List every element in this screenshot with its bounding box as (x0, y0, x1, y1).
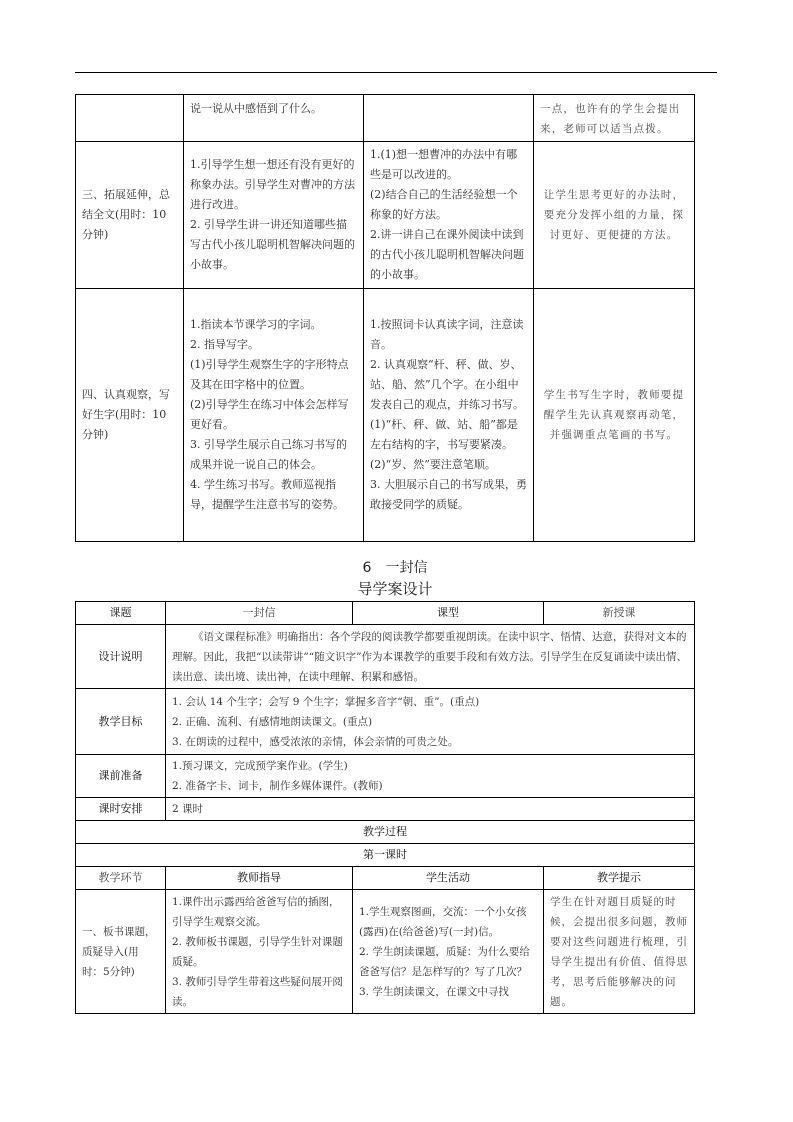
student-line: (2)结合自己的生活经验想一个称象的好方法。 (370, 188, 518, 221)
table-row (76, 95, 695, 142)
teacher-line: 1.课件出示露西给爸爸写信的插图，引导学生观察交流。 (172, 895, 340, 928)
prep-item: 2. 准备字卡、词卡，制作多媒体课件。(教师) (172, 780, 383, 792)
tip-cell (534, 95, 695, 142)
teacher-line: 1.指读本节课学习的字词。 (190, 318, 322, 331)
type-label: 课型 (353, 602, 544, 625)
header-rule (75, 72, 717, 73)
student-line: 2. 认真观察“杆、秤、做、岁、站、船、然”几个字。在小组中发表自己的观点，并练习书写。 (370, 358, 524, 411)
teacher-line: (2)引导学生在练习中体会怎样写更好看。 (190, 398, 349, 431)
student-line: 2. 学生朗读课题，质疑：为什么要给爸爸写信？是怎样写的？写了几次？ (359, 945, 530, 978)
goal-item: 1. 会认 14 个生字；会写 9 个生字；掌握多音字“朝、重”。(重点) (172, 695, 480, 708)
stage-cell: 三、拓展延伸，总结全文(用时：10分钟) (76, 142, 184, 289)
topic-value: 一封信 (166, 602, 353, 625)
period-row (76, 844, 695, 867)
previous-lesson-table (75, 94, 695, 542)
student-line: (1)“杆、秤、做、站、船”都是左右结构的字，书写要紧凑。 (370, 418, 518, 451)
teacher-line: 2. 引导学生讲一讲还知道哪些描写古代小孩儿聪明机智解决问题的小故事。 (190, 218, 355, 271)
student-line: 3. 学生朗读课文，在课文中寻找 (359, 985, 509, 998)
stage-cell: 一、板书课题，质疑导入(用时：5分钟) (76, 890, 166, 1014)
teacher-line: 1.引导学生想一想还有没有更好的称象办法。引导学生对曹冲的方法进行改进。 (190, 158, 355, 211)
column-header-row (76, 867, 695, 890)
type-value: 新授课 (544, 602, 695, 625)
teacher-line: (1)引导学生观察生字的字形特点及其在田字格中的位置。 (190, 358, 349, 391)
schedule-row (76, 798, 695, 821)
student-line: 2.讲一讲自己在课外阅读中读到的古代小孩儿聪明机智解决问题的小故事。 (370, 228, 524, 281)
goal-item: 3. 在朗读的过程中，感受浓浓的亲情，体会亲情的可贵之处。 (172, 735, 459, 748)
student-line: (2)“岁、然”要注意笔顺。 (370, 458, 496, 471)
teacher-line: 2. 指导写字。 (190, 338, 259, 351)
teacher-cell (184, 289, 364, 542)
goals-row (76, 689, 695, 755)
column-header: 教学环节 (76, 867, 166, 890)
column-header: 教学提示 (544, 867, 695, 890)
student-cell (353, 890, 544, 1014)
topic-label: 课题 (76, 602, 166, 625)
teacher-cell (184, 95, 364, 142)
prep-row (76, 755, 695, 798)
schedule-label: 课时安排 (76, 798, 166, 821)
tip-cell: 学生在针对题目质疑的时候，会提出很多问题，教师要对这些问题进行梳理，引导学生提出有价值、值得思考，思考后能够解决的问题。 (544, 890, 695, 1014)
table-row (76, 890, 695, 1014)
period-label: 第一课时 (76, 844, 695, 867)
teacher-line: 2. 教师板书课题，引导学生针对课题质疑。 (172, 935, 343, 968)
column-header: 学生活动 (353, 867, 544, 890)
student-cell (364, 142, 534, 289)
tip-line: 来，老师可以适当点拨。 (540, 123, 669, 135)
design-row (76, 625, 695, 689)
student-line: 3. 大胆展示自己的书写成果，勇敢接受同学的质疑。 (370, 478, 527, 511)
prep-label: 课前准备 (76, 755, 166, 798)
process-row (76, 821, 695, 844)
student-line: 1.(1)想一想曹冲的办法中有哪些是可以改进的。 (370, 148, 518, 181)
tip-line: 一点，也许有的学生会提出 (540, 103, 681, 115)
teacher-cell (166, 890, 353, 1014)
lesson-subtitle: 导学案设计 (357, 580, 433, 598)
student-line: 1.按照词卡认真读字词，注意读音。 (370, 318, 524, 351)
teacher-cell (184, 142, 364, 289)
schedule-value: 2 课时 (166, 798, 695, 821)
student-cell (364, 289, 534, 542)
teacher-line: 3. 引导学生展示自己练习书写的成果并说一说自己的体会。 (190, 438, 347, 471)
tip-cell: 学生书写生字时，教师要提醒学生先认真观察再动笔，并强调重点笔画的书写。 (534, 289, 695, 542)
process-label: 教学过程 (76, 821, 695, 844)
student-cell (364, 95, 534, 142)
teacher-line: 3. 教师引导学生带着这些疑问展开阅读。 (172, 975, 343, 1008)
stage-cell: 四、认真观察，写好生字(用时：10分钟) (76, 289, 184, 542)
goal-item: 2. 正确、流利、有感情地朗读课文。(重点) (172, 715, 373, 728)
table-row (76, 289, 695, 542)
goals-label: 教学目标 (76, 689, 166, 755)
design-text: 《语文课程标准》明确指出：各个学段的阅读教学都要重视朗读。在读中识字、悟情、达意，获得对文本的理解。因此，我把“以读带讲”“随文识字”作为本课教学的重要手段和有效方法。引导学生在反复诵读中读出情、读出意、读出境、读出神，在读中理解、积累和感悟。 (166, 625, 695, 689)
tip-cell: 让学生思考更好的办法时，要充分发挥小组的力量，探讨更好、更便捷的方法。 (534, 142, 695, 289)
teacher-line: 说一说从中感悟到了什么。 (190, 102, 322, 115)
design-label: 设计说明 (76, 625, 166, 689)
table-row (76, 142, 695, 289)
lesson-title: 6 一封信 (362, 560, 428, 576)
student-line: 1.学生观察图画，交流：一个小女孩(露西)在(给爸爸)写(一封)信。 (359, 905, 527, 938)
goals-list (166, 689, 695, 755)
column-header: 教师指导 (166, 867, 353, 890)
lesson-plan-table (75, 601, 695, 1014)
prep-item: 1.预习课文，完成预学案作业。(学生) (172, 760, 348, 772)
prep-list (166, 755, 695, 798)
teacher-line: 4. 学生练习书写。教师巡视指导，提醒学生注意书写的姿势。 (190, 478, 344, 511)
topic-row (76, 602, 695, 625)
stage-cell (76, 95, 184, 142)
